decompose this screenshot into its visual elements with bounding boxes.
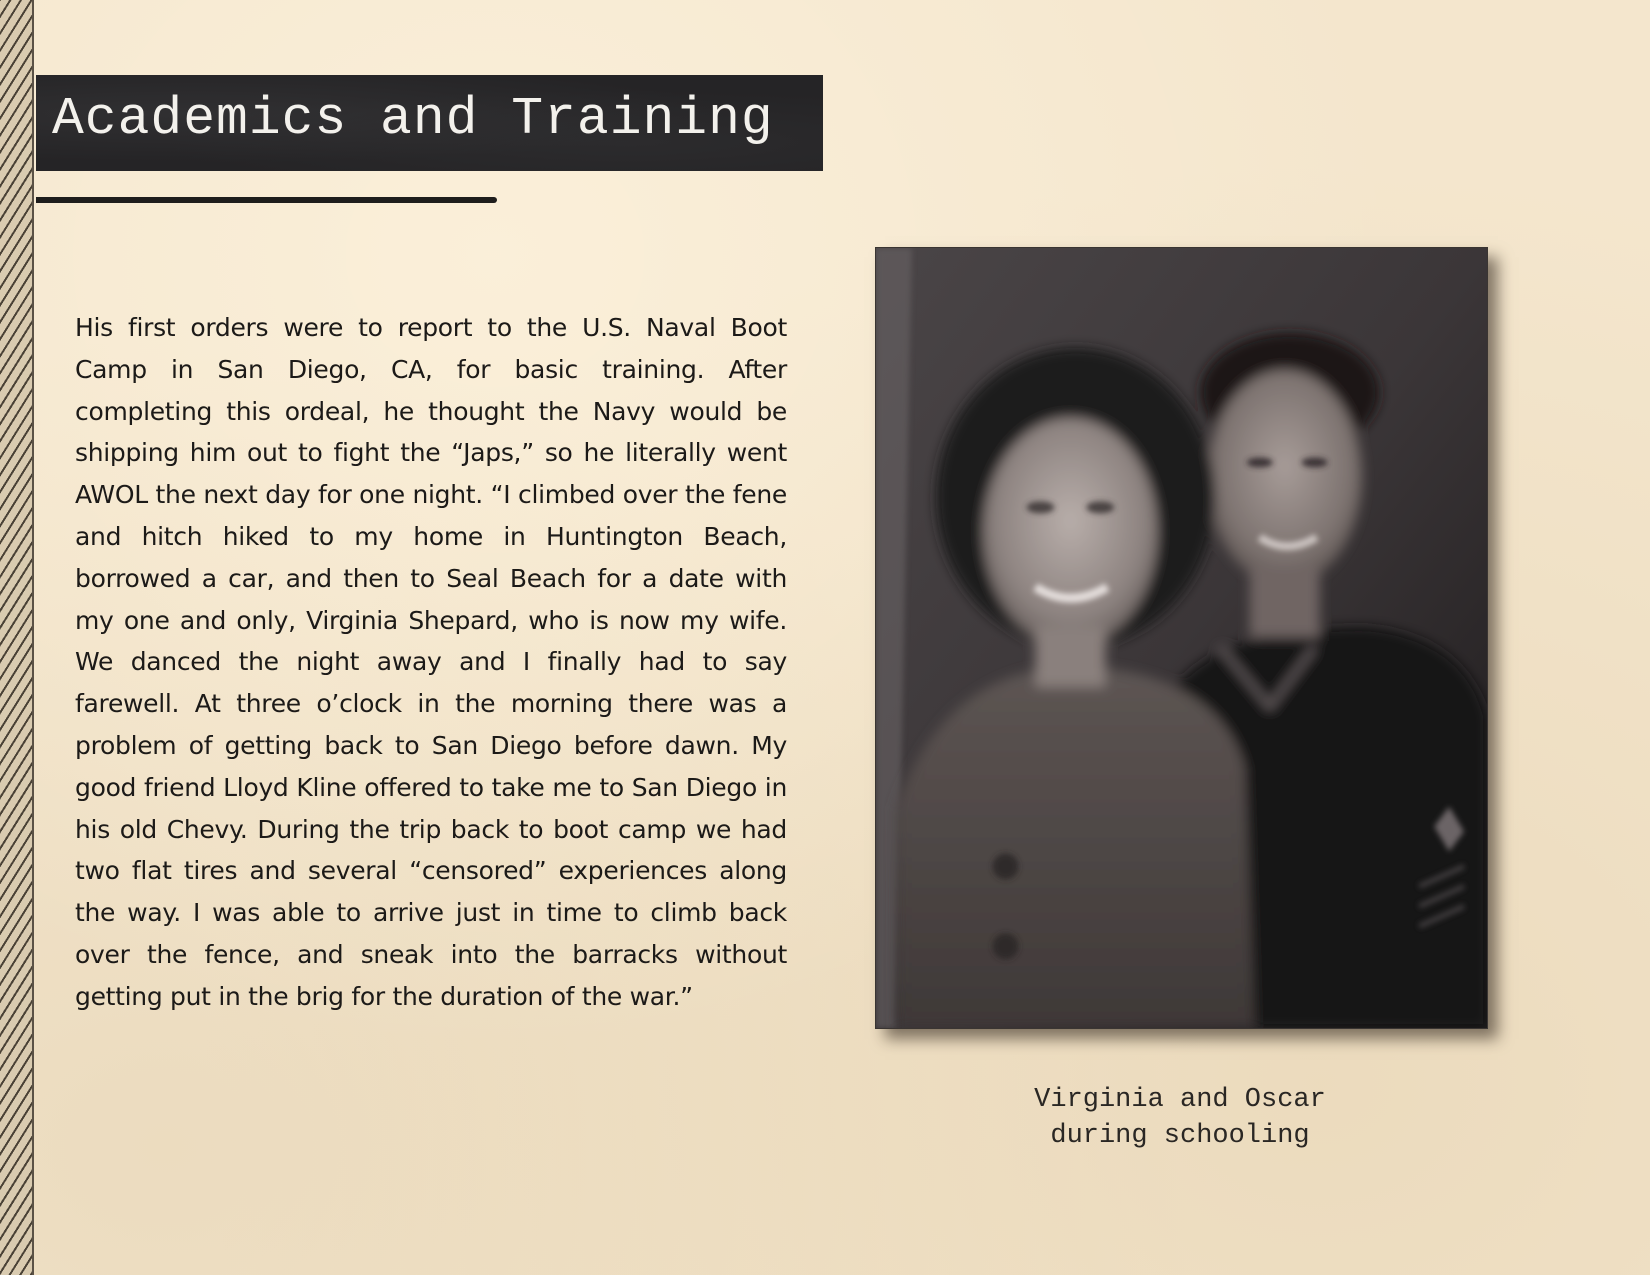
photograph-illustration bbox=[876, 248, 1487, 1028]
couple-photograph bbox=[875, 247, 1488, 1029]
body-paragraph: His first orders were to report to the U.S. Naval Boot Camp in San Diego, CA, for basic training. After completing this ordeal, he thought the Navy would be shipping him out to fight the “Japs,” so he literally went AWOL the next day for one night. “I climbed over the fene and hitch hiked to my home in Huntington Beach, borrowed a car, and then to Seal Beach for a date with my one and only, Virginia Shepard, who is now my wife. We danced the night away and I finally had to say farewell. At three o’clock in the morning there was a problem of getting back to San Diego before dawn. My good friend Lloyd Kline offered to take me to San Diego in his old Chevy. During the trip back to boot camp we had two flat tires and several “censored” experiences along the way. I was able to arrive just in time to climb back over the fence, and sneak into the barracks without getting put in the brig for the duration of the war.” bbox=[75, 313, 787, 1011]
page-title: Academics and Training bbox=[52, 89, 774, 149]
title-banner bbox=[36, 75, 823, 171]
caption-line-1: Virginia and Oscar bbox=[1034, 1085, 1326, 1115]
photo-caption bbox=[960, 1082, 1400, 1154]
title-underline-rule bbox=[36, 197, 497, 203]
caption-line-2: during schooling bbox=[1050, 1121, 1310, 1151]
hatched-edge-strip bbox=[0, 0, 34, 1275]
